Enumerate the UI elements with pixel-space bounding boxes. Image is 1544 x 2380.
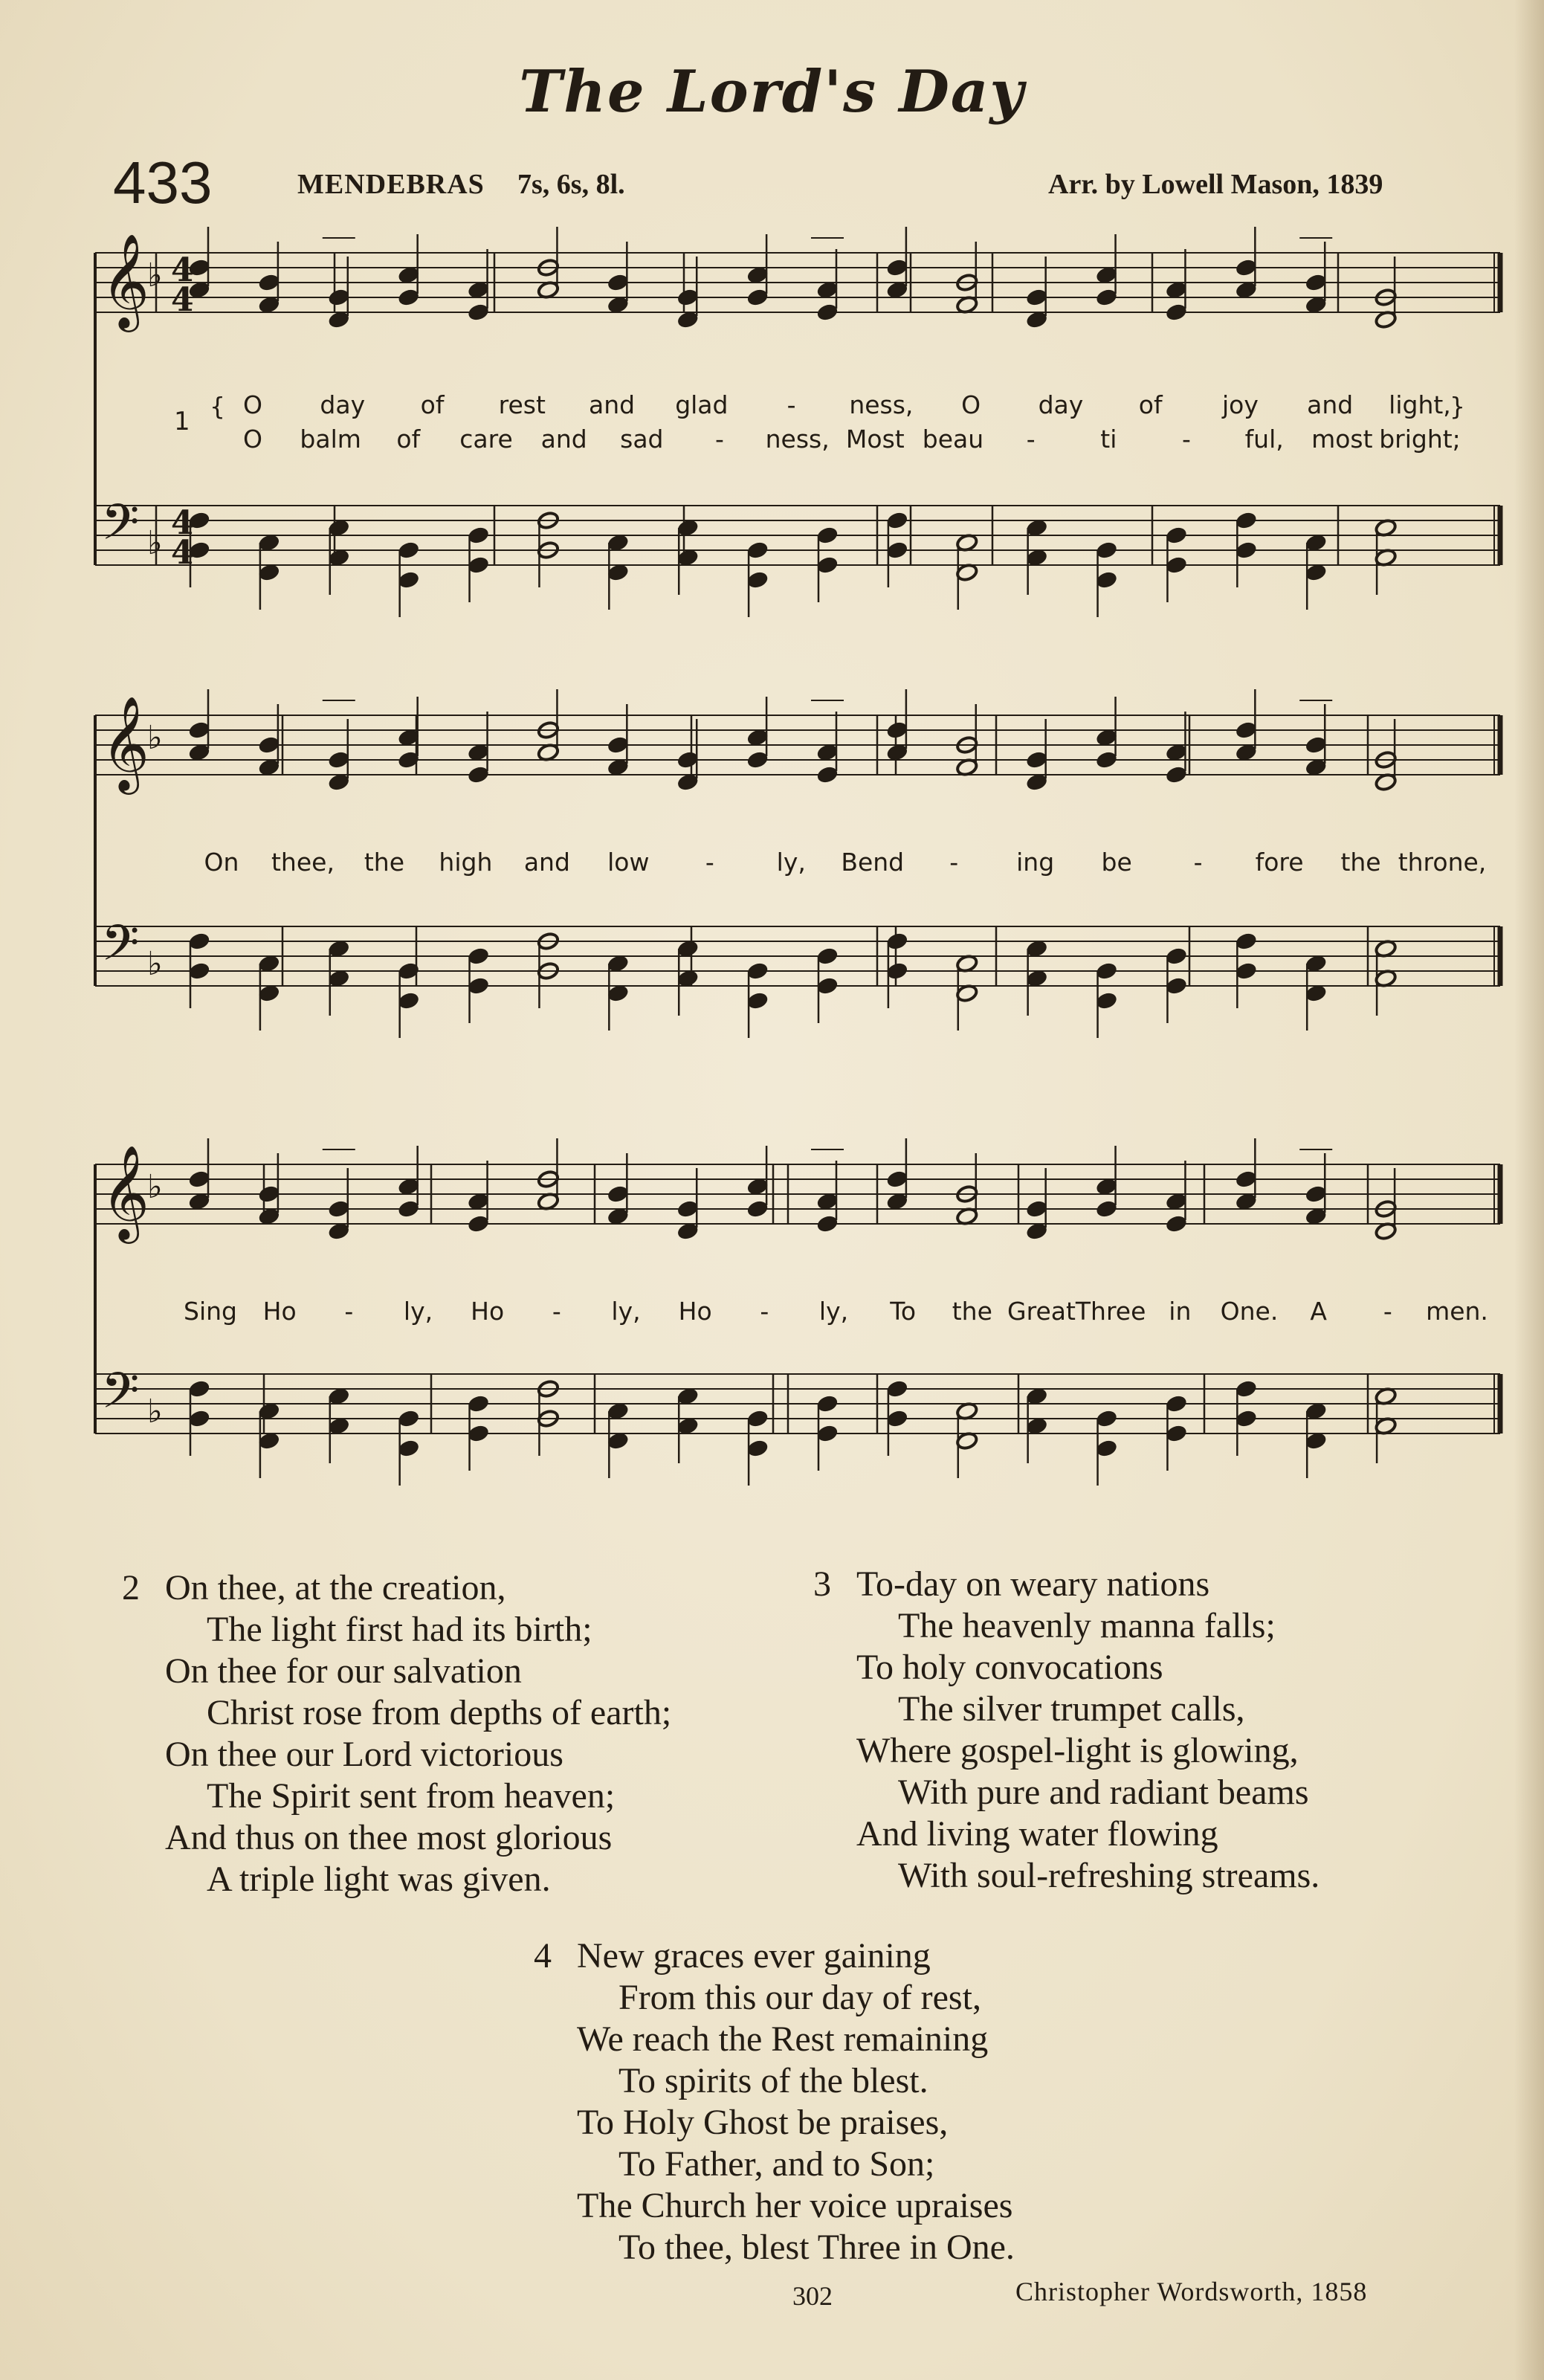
quarter-note: [746, 750, 769, 770]
quarter-note: [1095, 1439, 1118, 1458]
quarter-note: [1165, 1424, 1188, 1443]
lyric-syllable: sad: [620, 425, 664, 454]
quarter-note: [746, 570, 769, 590]
lyric-syllable: On: [204, 848, 239, 877]
quarter-note: [1165, 976, 1188, 996]
quarter-note: [607, 273, 630, 292]
quarter-note: [1165, 765, 1188, 784]
stanza-line: From this our day of rest,: [618, 1978, 981, 2017]
author-credit: Christopher Wordsworth, 1858: [1015, 2277, 1368, 2306]
quarter-note: [886, 541, 909, 560]
lyric-syllable: and: [589, 390, 636, 419]
lyric-syllable: Three: [1075, 1297, 1146, 1326]
quarter-note: [1235, 541, 1258, 560]
lyric-syllable: day: [320, 390, 366, 419]
stanza-2: [122, 1567, 672, 1900]
quarter-note: [188, 1379, 211, 1399]
lyric-syllable: -: [786, 390, 796, 419]
lyric-syllable: of: [1138, 390, 1163, 419]
lyric-syllable: -: [715, 425, 724, 454]
lyric-syllable: Most: [845, 425, 905, 454]
stanza-line: On thee for our salvation: [165, 1651, 522, 1691]
quarter-note: [397, 1439, 420, 1458]
quarter-note: [1025, 750, 1048, 770]
quarter-note: [258, 273, 281, 292]
stanza-number: 3: [813, 1564, 831, 1604]
quarter-note: [467, 946, 490, 966]
quarter-note: [886, 511, 909, 530]
lyric-syllable: glad: [675, 390, 729, 419]
quarter-note: [1235, 932, 1258, 951]
quarter-note: [1305, 735, 1328, 755]
bass-time-signature-top: 4: [171, 504, 194, 542]
quarter-note: [607, 1184, 630, 1204]
bass-clef: 𝄢: [101, 1362, 140, 1431]
flat-sign: ♭: [147, 1393, 163, 1431]
quarter-note: [886, 1170, 909, 1189]
bass-clef: 𝄢: [101, 915, 140, 984]
quarter-note: [188, 1409, 211, 1428]
stanza-line: The Spirit sent from heaven;: [207, 1776, 616, 1816]
lyric-syllable: be: [1101, 848, 1132, 877]
stanza-line: Where gospel-light is glowing,: [856, 1731, 1299, 1770]
lyric-syllable: beau: [922, 425, 984, 454]
treble-clef: 𝄞: [101, 695, 150, 790]
quarter-note: [816, 765, 839, 784]
lyric-syllable: -: [760, 1297, 769, 1326]
lyric-syllable: joy: [1222, 390, 1259, 419]
quarter-note: [746, 1199, 769, 1219]
quarter-note: [1235, 511, 1258, 530]
lyric-syllable: ly,: [818, 1297, 849, 1326]
stanza-line: To thee, blest Three in One.: [618, 2228, 1015, 2267]
stanza-line: To Father, and to Son;: [618, 2144, 935, 2184]
quarter-note: [1305, 273, 1328, 292]
quarter-note: [1095, 288, 1118, 307]
lyric-syllable: in: [1169, 1297, 1192, 1326]
stanza-line: To spirits of the blest.: [618, 2061, 928, 2100]
quarter-note: [1095, 750, 1118, 770]
lyric-syllable: One.: [1220, 1297, 1279, 1326]
quarter-note: [188, 1170, 211, 1189]
treble-time-signature-top: 4: [171, 251, 194, 289]
quarter-note: [327, 750, 350, 770]
quarter-note: [816, 1424, 839, 1443]
lyric-syllable: Ho: [471, 1297, 505, 1326]
quarter-note: [746, 1409, 769, 1428]
stanza-line: The silver trumpet calls,: [898, 1689, 1245, 1729]
quarter-note: [816, 555, 839, 575]
flat-sign: ♭: [147, 945, 163, 983]
lyric-syllable: most: [1311, 425, 1373, 454]
stanza-3: [813, 1564, 1320, 1897]
quarter-note: [188, 720, 211, 740]
quarter-note: [397, 570, 420, 590]
lyric-syllable: ness,: [765, 425, 830, 454]
stanza-line: And thus on thee most glorious: [165, 1818, 613, 1857]
lyric-syllable: Ho: [678, 1297, 712, 1326]
quarter-note: [1095, 1199, 1118, 1219]
treble-clef: 𝄞: [101, 233, 150, 328]
lyric-syllable: ly,: [776, 848, 806, 877]
quarter-note: [327, 288, 350, 307]
lyric-syllable: high: [439, 848, 493, 877]
quarter-note: [816, 1394, 839, 1413]
quarter-note: [467, 526, 490, 545]
quarter-note: [467, 303, 490, 322]
flat-sign: ♭: [147, 257, 163, 294]
quarter-note: [816, 303, 839, 322]
lyric-syllable: low: [607, 848, 650, 877]
lyric-syllable: Bend: [841, 848, 905, 877]
lyric-syllable: ful,: [1244, 425, 1284, 454]
lyric-syllable: -: [1193, 848, 1203, 877]
quarter-note: [1235, 1409, 1258, 1428]
flat-sign: ♭: [147, 719, 163, 757]
stanza-line: We reach the Rest remaining: [577, 2019, 989, 2059]
flat-sign: ♭: [147, 1168, 163, 1206]
quarter-note: [397, 288, 420, 307]
lyric-syllable: the: [364, 848, 405, 877]
stanza-line: On thee our Lord victorious: [165, 1735, 563, 1774]
lyric-syllable: O: [243, 425, 262, 454]
treble-clef: 𝄞: [101, 1144, 150, 1239]
quarter-note: [1165, 946, 1188, 966]
quarter-note: [886, 720, 909, 740]
quarter-note: [1025, 288, 1048, 307]
lyric-syllable: A: [1310, 1297, 1327, 1326]
quarter-note: [467, 1424, 490, 1443]
quarter-note: [746, 991, 769, 1010]
quarter-note: [397, 541, 420, 560]
section-title: The Lord's Day: [519, 58, 1025, 126]
meter: 7s, 6s, 8l.: [517, 169, 625, 200]
lyric-syllable: Ho: [262, 1297, 297, 1326]
quarter-note: [816, 946, 839, 966]
verse-number: 1: [174, 407, 190, 436]
stanza-line: The Church her voice upraises: [577, 2186, 1013, 2225]
stanza-line: On thee, at the creation,: [165, 1568, 506, 1607]
lyric-syllable: care: [459, 425, 513, 454]
quarter-note: [397, 991, 420, 1010]
stanza-line: The heavenly manna falls;: [898, 1606, 1276, 1645]
lyric-syllable: men.: [1426, 1297, 1488, 1326]
lyric-syllable: and: [1307, 390, 1354, 419]
quarter-note: [1235, 1170, 1258, 1189]
lyric-syllable: balm: [300, 425, 361, 454]
quarter-note: [1095, 570, 1118, 590]
stanza-line: With soul-refreshing streams.: [898, 1856, 1320, 1895]
quarter-note: [886, 1409, 909, 1428]
quarter-note: [676, 750, 700, 770]
quarter-note: [467, 765, 490, 784]
quarter-note: [1095, 961, 1118, 981]
lyric-syllable: O: [243, 390, 262, 419]
quarter-note: [1095, 1409, 1118, 1428]
lyric-syllable: ing: [1016, 848, 1055, 877]
lyric-syllable: of: [420, 390, 445, 419]
stanza-line: With pure and radiant beams: [898, 1773, 1309, 1812]
quarter-note: [1165, 303, 1188, 322]
tune-name: MENDEBRAS: [297, 169, 485, 200]
quarter-note: [327, 1199, 350, 1219]
quarter-note: [258, 1184, 281, 1204]
quarter-note: [816, 1214, 839, 1233]
lyric-brace: }: [1450, 392, 1465, 421]
stanza-number: 2: [122, 1568, 140, 1607]
lyric-brace: {: [210, 392, 225, 421]
arranger-credit: Arr. by Lowell Mason, 1839: [1048, 169, 1383, 200]
quarter-note: [1165, 1394, 1188, 1413]
treble-time-signature-bottom: 4: [171, 281, 194, 319]
lyric-syllable: fore: [1255, 848, 1304, 877]
page-number: 302: [792, 2281, 833, 2311]
quarter-note: [258, 735, 281, 755]
lyric-syllable: and: [523, 848, 570, 877]
hymn-number: 433: [113, 149, 213, 216]
quarter-note: [467, 1394, 490, 1413]
lyric-syllable: ly,: [403, 1297, 433, 1326]
stanza-number: 4: [534, 1936, 552, 1976]
lyric-syllable: -: [1383, 1297, 1392, 1326]
stanza-line: The light first had its birth;: [207, 1610, 592, 1649]
lyric-syllable: Great: [1007, 1297, 1076, 1326]
quarter-note: [676, 1199, 700, 1219]
quarter-note: [1095, 991, 1118, 1010]
stanza-line: New graces ever gaining: [577, 1936, 931, 1976]
lyric-syllable: thee,: [271, 848, 335, 877]
stanza-line: To holy convocations: [856, 1648, 1163, 1687]
lyric-syllable: -: [344, 1297, 354, 1326]
lyric-syllable: O: [961, 390, 981, 419]
lyric-syllable: Sing: [184, 1297, 237, 1326]
quarter-note: [676, 288, 700, 307]
quarter-note: [746, 541, 769, 560]
lyric-syllable: -: [705, 848, 714, 877]
lyric-syllable: the: [1340, 848, 1381, 877]
quarter-note: [607, 735, 630, 755]
quarter-note: [746, 1439, 769, 1458]
lyric-syllable: -: [1026, 425, 1036, 454]
quarter-note: [1235, 258, 1258, 277]
quarter-note: [886, 961, 909, 981]
quarter-note: [397, 1409, 420, 1428]
stanza-line: To Holy Ghost be praises,: [577, 2103, 949, 2142]
quarter-note: [467, 555, 490, 575]
quarter-note: [188, 932, 211, 951]
quarter-note: [816, 976, 839, 996]
quarter-note: [1235, 961, 1258, 981]
quarter-note: [467, 976, 490, 996]
stanza-line: To-day on weary nations: [856, 1564, 1210, 1604]
stanza-line: Christ rose from depths of earth;: [207, 1693, 672, 1732]
quarter-note: [397, 1199, 420, 1219]
bass-time-signature-bottom: 4: [171, 534, 194, 572]
stanza-4: [534, 1935, 1015, 2268]
lyric-syllable: light,: [1389, 390, 1451, 419]
lyric-syllable: ly,: [611, 1297, 641, 1326]
lyric-syllable: of: [396, 425, 421, 454]
quarter-note: [1165, 526, 1188, 545]
quarter-note: [1095, 541, 1118, 560]
quarter-note: [886, 932, 909, 951]
lyric-syllable: To: [890, 1297, 917, 1326]
quarter-note: [188, 961, 211, 981]
lyric-syllable: ness,: [849, 390, 914, 419]
lyric-syllable: -: [552, 1297, 561, 1326]
lyric-syllable: -: [949, 848, 959, 877]
quarter-note: [467, 1214, 490, 1233]
flat-sign: ♭: [147, 524, 163, 562]
lyric-syllable: -: [1182, 425, 1191, 454]
stanza-line: And living water flowing: [856, 1814, 1218, 1854]
stanza-line: A triple light was given.: [207, 1860, 551, 1899]
lyric-syllable: and: [540, 425, 587, 454]
lyric-syllable: day: [1038, 390, 1084, 419]
quarter-note: [886, 1379, 909, 1399]
quarter-note: [1235, 1379, 1258, 1399]
quarter-note: [1235, 720, 1258, 740]
quarter-note: [1305, 1184, 1328, 1204]
quarter-note: [1025, 1199, 1048, 1219]
lyric-syllable: ti: [1100, 425, 1117, 454]
lyric-syllable: the: [952, 1297, 992, 1326]
quarter-note: [746, 961, 769, 981]
bass-clef: 𝄢: [101, 494, 140, 563]
quarter-note: [1165, 1214, 1188, 1233]
lyric-syllable: throne,: [1398, 848, 1487, 877]
quarter-note: [816, 526, 839, 545]
quarter-note: [1165, 555, 1188, 575]
quarter-note: [746, 288, 769, 307]
lyric-syllable: bright;: [1379, 425, 1461, 454]
quarter-note: [886, 258, 909, 277]
lyric-syllable: rest: [498, 390, 546, 419]
